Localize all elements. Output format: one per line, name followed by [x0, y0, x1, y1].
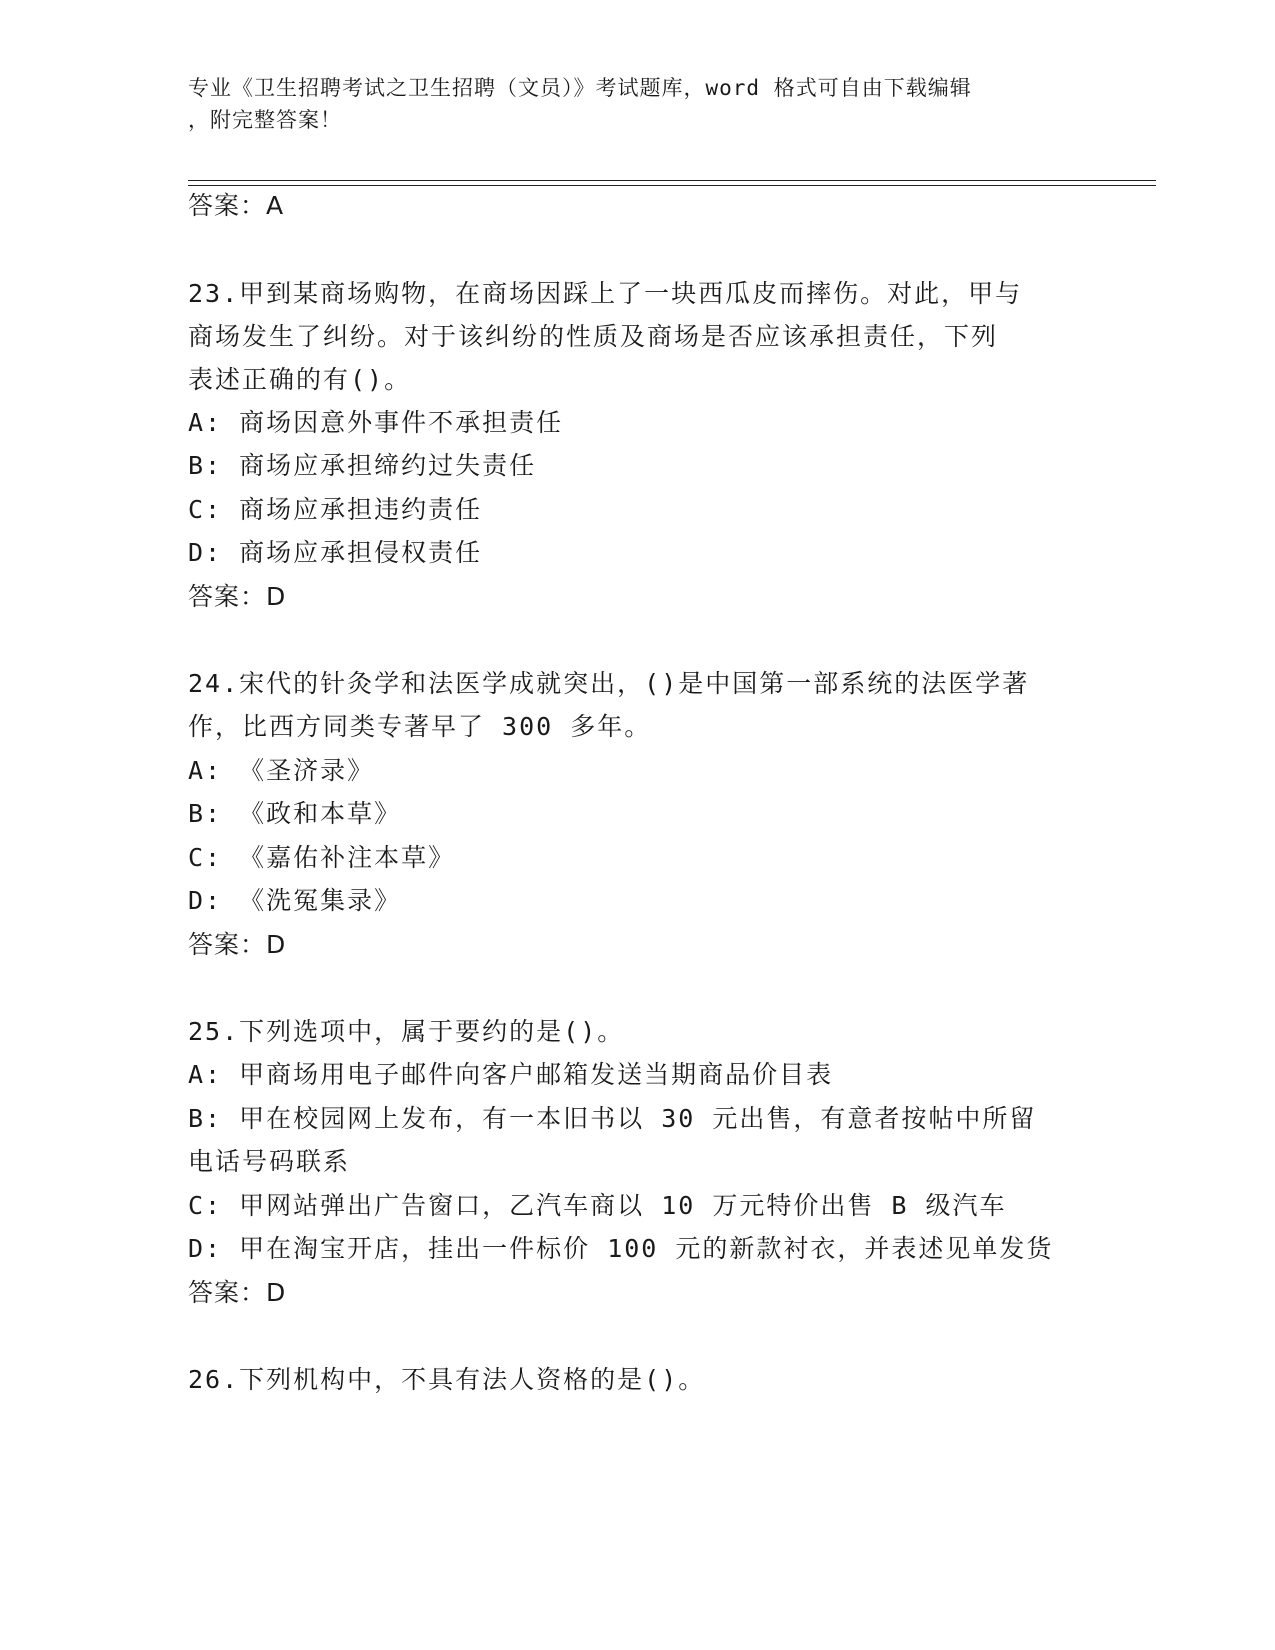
q24-option-a: A: 《圣济录》 — [188, 756, 375, 785]
header-line-2: ，附完整答案！ — [188, 108, 342, 132]
q24-option-d: D: 《洗冤集录》 — [188, 886, 402, 915]
q25-option-b-continued: 电话号码联系 — [188, 1147, 351, 1176]
q25-option-c: C: 甲网站弹出广告窗口，乙汽车商以 10 万元特价出售 B 级汽车 — [188, 1191, 1007, 1220]
q24-stem-line-2: 作，比西方同类专著早了 300 多年。 — [188, 712, 652, 741]
q26-stem-line-1: 26.下列机构中，不具有法人资格的是()。 — [188, 1365, 706, 1394]
q23-stem-line-3: 表述正确的有()。 — [188, 365, 412, 394]
header-line-1: 专业《卫生招聘考试之卫生招聘（文员）》考试题库，word 格式可自由下载编辑 — [188, 76, 972, 100]
q25-stem-line-1: 25.下列选项中，属于要约的是()。 — [188, 1017, 625, 1046]
answer-q24: 答案：D — [188, 930, 287, 959]
q23-stem-line-2: 商场发生了纠纷。对于该纠纷的性质及商场是否应该承担责任，下列 — [188, 322, 999, 351]
q25-option-d: D: 甲在淘宝开店，挂出一件标价 100 元的新款衬衣，并表述见单发货 — [188, 1234, 1054, 1263]
q24-option-c: C: 《嘉佑补注本草》 — [188, 843, 456, 872]
q23-option-a: A: 商场因意外事件不承担责任 — [188, 408, 564, 437]
q23-option-b: B: 商场应承担缔约过失责任 — [188, 451, 537, 480]
header-divider-top — [188, 180, 1156, 181]
q24-option-b: B: 《政和本草》 — [188, 799, 402, 828]
answer-q22: 答案：A — [188, 191, 285, 220]
answer-q25: 答案：D — [188, 1278, 287, 1307]
q23-option-d: D: 商场应承担侵权责任 — [188, 538, 483, 567]
q25-option-a: A: 甲商场用电子邮件向客户邮箱发送当期商品价目表 — [188, 1060, 834, 1089]
q23-stem-line-1: 23.甲到某商场购物，在商场因踩上了一块西瓜皮而摔伤。对此，甲与 — [188, 279, 1023, 308]
q25-option-b: B: 甲在校园网上发布，有一本旧书以 30 元出售，有意者按帖中所留 — [188, 1104, 1037, 1133]
q24-stem-line-1: 24.宋代的针灸学和法医学成就突出，()是中国第一部系统的法医学著 — [188, 669, 1030, 698]
answer-q23: 答案：D — [188, 582, 287, 611]
header-divider-bottom — [188, 185, 1156, 186]
q23-option-c: C: 商场应承担违约责任 — [188, 495, 483, 524]
document-header — [188, 72, 1068, 136]
